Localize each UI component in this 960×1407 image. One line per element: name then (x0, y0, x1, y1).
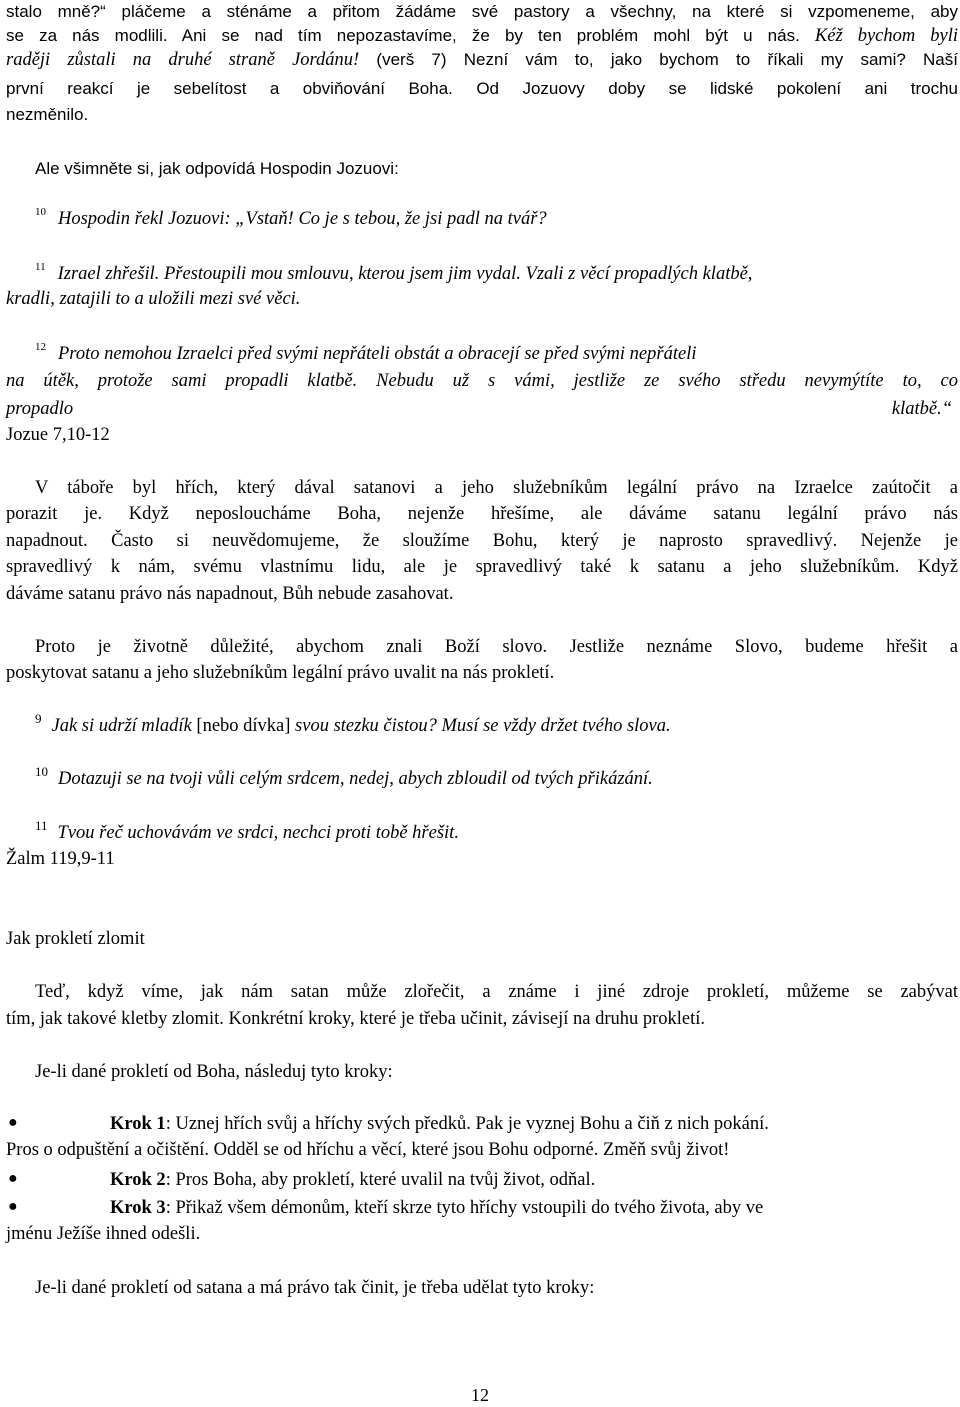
step-text: : Pros Boha, aby prokletí, které uvalil na tvůj život, odňal. (165, 1170, 596, 1190)
verse-12-cont: na útěk, protože sami propadli klatbě. Nebudu už s vámi, jestliže ze svého středu nevymýtíte to, co (6, 371, 958, 391)
step-1-cont: Pros o odpuštění a očištění. Odděl se od hříchu a věcí, které jsou Bohu odporné. Změň svůj život! (6, 1140, 730, 1160)
step-3-cont: jménu Ježíše ihned odešli. (6, 1224, 201, 1244)
paragraph-line: Ale všimněte si, jak odpovídá Hospodin Jozuovi: (35, 159, 399, 178)
psalm-verse-10 (35, 764, 958, 792)
bullet-icon: ● (8, 1170, 18, 1187)
verse-10 (35, 207, 958, 233)
reference: Žalm 119,9-11 (6, 849, 115, 869)
paragraph-line: první reakcí je sebelítost a obviňování Boha. Od Jozuovy doby se lidské pokolení ani trochu (6, 79, 958, 98)
verse-text: svou stezku čistou? Musí se vždy držet tvého slova. (295, 716, 671, 736)
paragraph-line: tím, jak takové kletby zlomit. Konkrétní kroky, které je třeba učinit, závisejí na druhu prokletí. (6, 1009, 706, 1029)
paragraph-line: V táboře byl hřích, který dával satanovi a jeho služebníkům legální právo na Izraelce zaútočit a (35, 478, 958, 498)
step-3 (110, 1196, 958, 1220)
page-number: 12 (471, 1385, 489, 1405)
paragraph-line: stalo mně?“ pláčeme a sténáme a přitom žádáme své pastory a všechny, na které si vzpomeneme, aby (6, 2, 958, 21)
paragraph-line: napadnout. Často si neuvědomujeme, že sloužíme Bohu, který je naprosto spravedlivý. Nejenže je (6, 531, 958, 551)
verse-text: Hospodin řekl Jozuovi: „Vstaň! Co je s tebou, že jsi padl na tvář? (58, 209, 547, 229)
text: se za nás modlili. Ani se nad tím nepozastavíme, že by ten problém mohl být u nás. (6, 26, 815, 45)
paragraph-line: porazit je. Když neposloucháme Boha, nejenže hřešíme, ale dáváme satanu legální právo nás (6, 504, 958, 524)
paragraph-line: Teď, když víme, jak nám satan může zlořečit, a známe i jiné zdroje prokletí, můžeme se zabývat (35, 982, 958, 1002)
paragraph-line: spravedlivý k nám, svému vlastnímu lidu, ale je spravedlivý také k satanu a jeho služebníkům. Když (6, 557, 958, 577)
paragraph-line: nezměnilo. (6, 105, 89, 124)
verse-number: 12 (35, 341, 46, 353)
step-label: Krok 1 (110, 1114, 166, 1134)
italic-text: raději zůstali na druhé straně Jordánu! (6, 50, 360, 70)
step-label: Krok 3 (110, 1198, 166, 1218)
paragraph-line: poskytovat satanu a jeho služebníkům legální právo uvalit na nás prokletí. (6, 663, 555, 683)
verse-text: [nebo dívka] (191, 716, 296, 736)
paragraph-line: dáváme satanu právo nás napadnout, Bůh nebude zasahovat. (6, 584, 454, 604)
psalm-verse-9 (35, 711, 958, 739)
verse-12 (35, 342, 958, 368)
verse-text: Izrael zhřešil. Přestoupili mou smlouvu, kterou jsem jim vydal. Vzali z věcí propadlých klatbě, (57, 264, 753, 284)
paragraph-line: Proto je životně důležité, abychom znali Boží slovo. Jestliže neznáme Slovo, budeme hřešit a (35, 637, 958, 657)
paragraph-line: Je-li dané prokletí od satana a má právo tak činit, je třeba udělat tyto kroky: (35, 1278, 595, 1298)
step-text: : Přikaž všem démonům, kteří skrze tyto hříchy vstoupili do tvého života, aby ve (165, 1198, 764, 1218)
paragraph-line (6, 48, 958, 72)
verse-number: 10 (35, 206, 46, 218)
text: (verš 7) Nezní vám to, jako bychom to říkali my sami? Naší (359, 50, 958, 69)
step-label: Krok 2 (110, 1170, 166, 1190)
verse-11-cont: kradli, zatajili to a uložili mezi své věci. (6, 289, 301, 309)
section-heading: Jak prokletí zlomit (6, 929, 145, 949)
verse-number: 10 (35, 764, 48, 779)
paragraph-line (6, 24, 958, 48)
verse-number: 9 (35, 711, 42, 726)
bullet-icon: ● (8, 1198, 18, 1215)
step-text: : Uznej hřích svůj a hříchy svých předků. Pak je vyznej Bohu a čiň z nich pokání. (165, 1114, 769, 1134)
verse-text: Dotazuji se na tvoji vůli celým srdcem, nedej, abych zbloudil od tvých přikázání. (58, 769, 653, 789)
verse-text: propadlo (6, 399, 74, 419)
verse-text: Proto nemohou Izraelci před svými nepřáteli obstát a obracejí se před svými nepřáteli (58, 344, 697, 364)
verse-text: Tvou řeč uchovávám ve srdci, nechci proti tobě hřešit. (57, 823, 459, 843)
italic-text: Kéž bychom byli (814, 26, 958, 46)
verse-text: klatbě.“ (891, 399, 952, 419)
step-2 (110, 1168, 958, 1192)
verse-number: 11 (35, 261, 46, 273)
bullet-icon: ● (8, 1114, 18, 1131)
paragraph-line: Je-li dané prokletí od Boha, následuj tyto kroky: (35, 1062, 393, 1082)
verse-11 (35, 262, 958, 288)
verse-12-cont (6, 397, 958, 421)
verse-text: Jak si udrží mladík (51, 716, 192, 736)
verse-number: 11 (35, 818, 48, 833)
step-1 (110, 1112, 958, 1136)
reference: Jozue 7,10-12 (6, 425, 110, 445)
psalm-verse-11 (35, 818, 958, 846)
